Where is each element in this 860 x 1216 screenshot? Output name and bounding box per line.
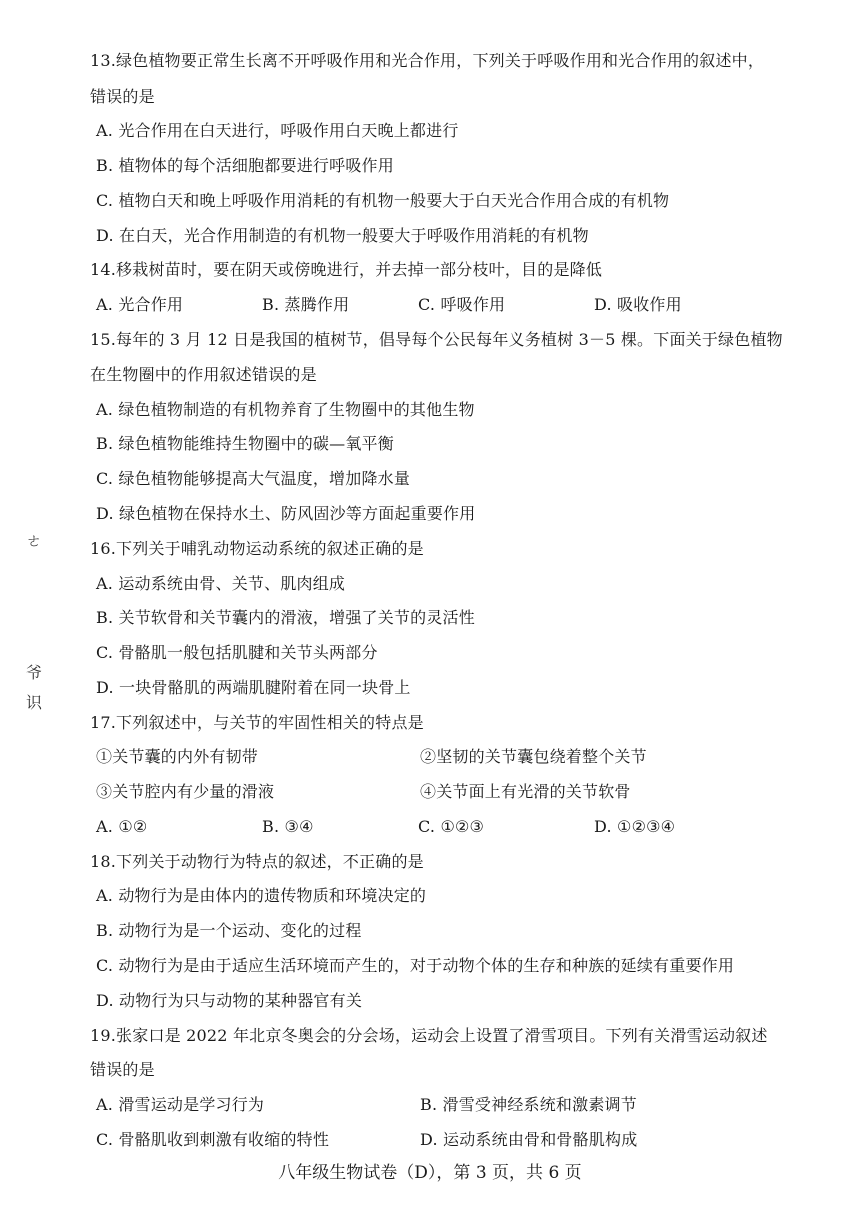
q15-option-c: C. 绿色植物能够提高大气温度，增加降水量 [96, 469, 411, 488]
q17-option-b: B. ③④ [262, 817, 314, 836]
margin-mark-2: 爷 [26, 663, 43, 682]
q17-statement-1: ①关节囊的内外有韧带 [96, 747, 259, 766]
q16-option-d: D. 一块骨骼肌的两端肌腱附着在同一块骨上 [96, 678, 411, 697]
margin-mark-3: 识 [26, 693, 43, 712]
q13-option-a: A. 光合作用在白天进行，呼吸作用白天晚上都进行 [96, 121, 459, 140]
q17-option-a: A. ①② [96, 817, 148, 836]
q15-option-b: B. 绿色植物能维持生物圈中的碳—氧平衡 [96, 434, 394, 453]
q19-option-b: B. 滑雪受神经系统和激素调节 [420, 1095, 637, 1114]
page-footer: 八年级生物试卷（D），第 3 页，共 6 页 [278, 1163, 582, 1183]
q18-option-d: D. 动物行为只与动物的某种器官有关 [96, 991, 363, 1010]
q18-option-c: C. 动物行为是由于适应生活环境而产生的，对于动物个体的生存和种族的延续有重要作用 [96, 956, 735, 975]
q18-option-a: A. 动物行为是由体内的遗传物质和环境决定的 [96, 886, 427, 905]
q17-statement-2: ②坚韧的关节囊包绕着整个关节 [420, 747, 647, 766]
q19-option-a: A. 滑雪运动是学习行为 [96, 1095, 265, 1114]
q15-option-d: D. 绿色植物在保持水土、防风固沙等方面起重要作用 [96, 504, 476, 523]
q19-stem-line1: 19.张家口是 2022 年北京冬奥会的分会场，运动会上设置了滑雪项目。下列有关滑雪运动叙述 [90, 1026, 768, 1045]
q14-option-d: D. 吸收作用 [594, 295, 682, 314]
q16-stem: 16.下列关于哺乳动物运动系统的叙述正确的是 [90, 539, 424, 558]
q16-option-a: A. 运动系统由骨、关节、肌肉组成 [96, 574, 346, 593]
q14-option-b: B. 蒸腾作用 [262, 295, 350, 314]
q15-option-a: A. 绿色植物制造的有机物养育了生物圈中的其他生物 [96, 400, 475, 419]
q13-option-d: D. 在白天，光合作用制造的有机物一般要大于呼吸作用消耗的有机物 [96, 226, 589, 245]
q13-option-b: B. 植物体的每个活细胞都要进行呼吸作用 [96, 156, 394, 175]
q17-statement-4: ④关节面上有光滑的关节软骨 [420, 782, 631, 801]
q13-stem-line2: 错误的是 [90, 87, 155, 106]
q17-stem: 17.下列叙述中，与关节的牢固性相关的特点是 [90, 713, 424, 732]
q15-stem-line2: 在生物圈中的作用叙述错误的是 [90, 365, 317, 384]
q18-stem: 18.下列关于动物行为特点的叙述，不正确的是 [90, 852, 424, 871]
q15-stem-line1: 15.每年的 3 月 12 日是我国的植树节，倡导每个公民每年义务植树 3－5 棵。下面关于绿色植物 [90, 330, 783, 349]
q13-stem-line1: 13.绿色植物要正常生长离不开呼吸作用和光合作用，下列关于呼吸作用和光合作用的叙述中， [90, 51, 765, 70]
q19-stem-line2: 错误的是 [90, 1060, 155, 1079]
q17-option-c: C. ①②③ [418, 817, 485, 836]
margin-mark-1: ㄜ [26, 531, 43, 550]
q19-option-c: C. 骨骼肌收到刺激有收缩的特性 [96, 1130, 330, 1149]
q18-option-b: B. 动物行为是一个运动、变化的过程 [96, 921, 362, 940]
q16-option-b: B. 关节软骨和关节囊内的滑液，增强了关节的灵活性 [96, 608, 475, 627]
q14-option-c: C. 呼吸作用 [418, 295, 506, 314]
q19-option-d: D. 运动系统由骨和骨骼肌构成 [420, 1130, 638, 1149]
q16-option-c: C. 骨骼肌一般包括肌腱和关节头两部分 [96, 643, 378, 662]
q17-option-d: D. ①②③④ [594, 817, 676, 836]
q13-option-c: C. 植物白天和晚上呼吸作用消耗的有机物一般要大于白天光合作用合成的有机物 [96, 191, 670, 210]
q14-stem: 14.移栽树苗时，要在阴天或傍晚进行，并去掉一部分枝叶，目的是降低 [90, 260, 603, 279]
q17-statement-3: ③关节腔内有少量的滑液 [96, 782, 275, 801]
q14-option-a: A. 光合作用 [96, 295, 184, 314]
